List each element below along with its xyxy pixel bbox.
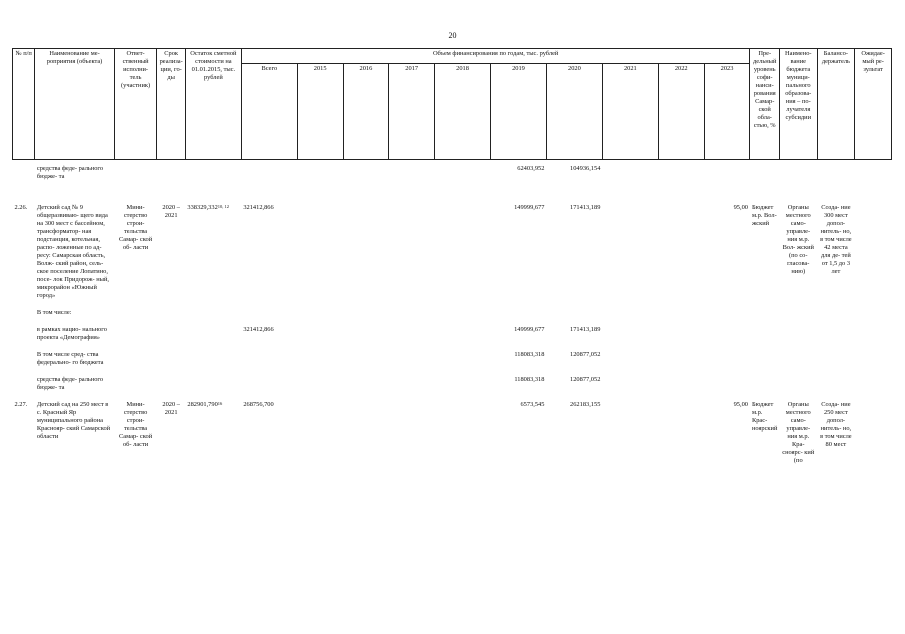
row-balance: 338329,332$^{10, 12}$ (187, 203, 230, 211)
row-2019-2020: 118083,318 (514, 375, 545, 383)
header-year-2017: 2017 (389, 64, 435, 160)
row-budget: Бюджет м.р. Вол- жский (751, 203, 777, 227)
header-financing: Объем финансирования по годам, тыс. рублей (241, 49, 750, 64)
header-num: № п/п (13, 49, 35, 160)
row-responsible: Мини- стерство строи- тельства Самар- ской об- ласти (119, 400, 153, 448)
row-balance: 282901,790$^{16}$ (187, 400, 223, 408)
header-term: Срок реализа- ции, го- ды (157, 49, 185, 160)
table-row (13, 203, 892, 308)
row-2021: 120877,052 (570, 350, 601, 358)
header-name: Наименование ме- роприятия (объекта) (35, 49, 114, 160)
table-row (13, 350, 892, 375)
row-name: В том числе сред- ства федерально- го бюджета (36, 350, 104, 366)
header-year-2018: 2018 (435, 64, 491, 160)
row-name: в рамках нацио- нального проекта «Демография» (36, 325, 107, 341)
row-result: Созда- ние 250 мест допол- нитель- но, в том числе 80 мест (820, 400, 852, 448)
row-holder: Органы местного само- управле- ния м.р. Кра- сноярс- кий (по (782, 400, 815, 464)
header-level: Пре- дельный уровень софи- нанси- рования Самар- ской обла- стью, % (750, 49, 779, 160)
row-num: 2.26. (14, 203, 28, 211)
table-row (13, 325, 892, 350)
row-level: 95,00 (733, 203, 748, 211)
row-balance-footnote: 16 (217, 400, 223, 406)
header-year-2015: 2015 (297, 64, 343, 160)
row-2021: 171413,189 (570, 203, 601, 211)
header-responsible: Ответ- ственный исполни- тель (участник) (114, 49, 157, 160)
table-row (13, 400, 892, 466)
header-year-2016: 2016 (343, 64, 389, 160)
row-total: 268756,700 (243, 400, 274, 408)
header-budget: Наимено- вание бюджета муници- пального образова- ния – по- лучателя субсидии (779, 49, 817, 160)
row-2020: 149999,677 (514, 203, 545, 211)
row-total: 321412,866 (243, 325, 274, 333)
header-year-2019: 2019 (491, 64, 547, 160)
header-year-2023: 2023 (704, 64, 750, 160)
row-result: Созда- ние 300 мест допол- нитель- но, в том числе 42 места для де- тей от 1,5 до 3 лет (820, 203, 852, 275)
row-budget: Бюджет м.р. Крас- ноярский (751, 400, 778, 432)
header-balance: Остаток сметной стоимости на 01.01.2015, тыс. рублей (185, 49, 241, 160)
row-term: 2020 – 2021 (162, 203, 180, 219)
row-total: 321412,866 (243, 203, 274, 211)
row-2021: 262183,155 (570, 400, 601, 408)
row-name: Детский сад на 250 мест в с. Красный Яр муниципального района Краснояр- ский Самарской области (36, 400, 111, 440)
header-year-2021: 2021 (602, 64, 658, 160)
table-row (13, 164, 892, 189)
row-responsible: Мини- стерство строи- тельства Самар- ской об- ласти (119, 203, 153, 251)
row-2021: 104936,154 (570, 164, 601, 172)
row-2021: 120877,052 (570, 375, 601, 383)
row-2020: 149999,677 (514, 325, 545, 333)
header-year-2022: 2022 (658, 64, 704, 160)
row-2020: 6573,545 (520, 400, 545, 408)
row-num: 2.27. (14, 400, 28, 408)
row-name: В том числе: (36, 308, 72, 316)
row-term: 2020 – 2021 (162, 400, 180, 416)
row-name: Детский сад № 9 общеразвиваю- щего вида на 300 мест с бассейном, трансформатор- ная подстанция, котельная, распо- ложенные по ад- ресу: Самарская область, Волж- ский район, сель- ское поселение Лопатино, посе- лок Придорож- ный, микрорайон «Южный город» (36, 203, 109, 299)
row-2020: 62403,952 (517, 164, 545, 172)
page-number: 20 (448, 31, 457, 40)
table-row (13, 308, 892, 325)
row-2019-2020: 118083,318 (514, 350, 545, 358)
row-2021: 171413,189 (570, 325, 601, 333)
row-name: средства феде- рального бюдже- та (36, 164, 104, 180)
row-name: средства феде- рального бюдже- та (36, 375, 104, 391)
header-total: Всего (241, 64, 297, 160)
header-result: Ожидае- мый ре- зультат (855, 49, 892, 160)
table-row (13, 375, 892, 400)
header-year-2020: 2020 (546, 64, 602, 160)
financing-table (12, 48, 892, 466)
row-holder: Органы местного само- управле- ния м.р. Вол- жский (по со- гласова- нию) (782, 203, 814, 275)
row-balance-footnote: 10, 12 (217, 203, 230, 209)
row-level: 95,00 (733, 400, 748, 408)
header-holder: Балансо- держатель (817, 49, 855, 160)
